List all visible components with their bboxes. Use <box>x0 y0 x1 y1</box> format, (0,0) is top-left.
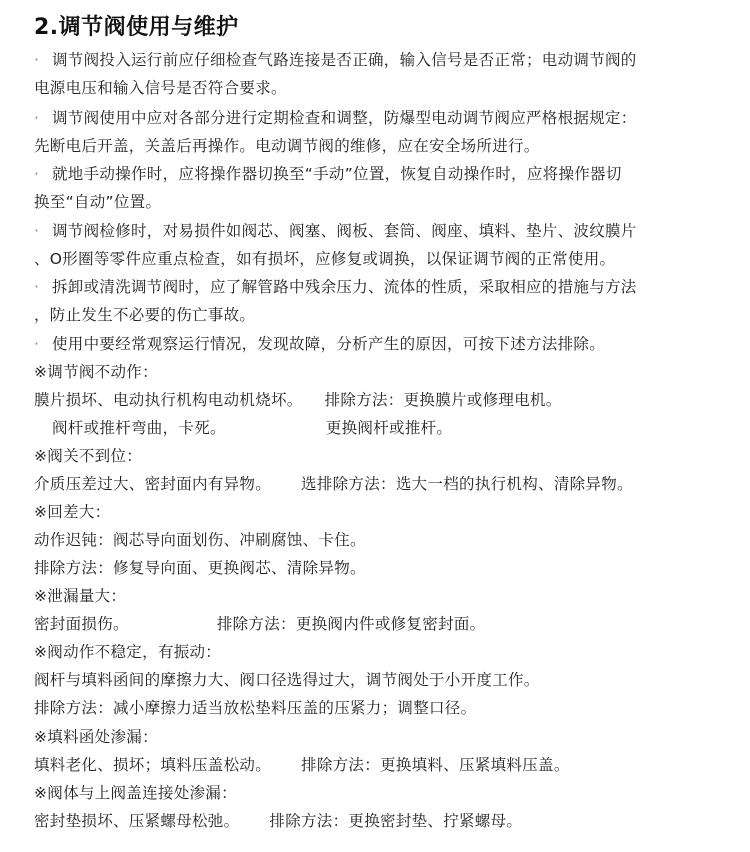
paragraph-5-line-2: ，防止发生不必要的伤亡事故。 <box>34 306 256 324</box>
bullet-icon: · <box>34 335 40 353</box>
fault-2-heading: ※阀关不到位： <box>34 447 143 465</box>
fault-5-line-1: 阀杆与填料函间的摩擦力大、阀口径选得过大，调节阀处于小开度工作。 <box>34 671 540 689</box>
fault-6-line-1: 填料老化、损坏；填料压盖松动。 排除方法：更换填料、压紧填料压盖。 <box>34 756 570 774</box>
fault-1-heading: ※调节阀不动作： <box>34 363 158 381</box>
fault-6-heading: ※填料函处渗漏： <box>34 728 158 746</box>
paragraph-1-line-1: · 调节阀投入运行前应仔细检查气路连接是否正确，输入信号是否正常；电动调节阀的 <box>34 51 637 69</box>
bullet-icon: · <box>34 278 40 296</box>
bullet-icon: · <box>34 222 40 240</box>
fault-5-heading: ※阀动作不稳定，有振动： <box>34 643 222 661</box>
fault-4-heading: ※泄漏量大： <box>34 587 127 605</box>
fault-7-line-1: 密封垫损坏、压紧螺母松弛。 排除方法：更换密封垫、拧紧螺母。 <box>34 812 523 830</box>
fault-2-line-1: 介质压差过大、密封面内有异物。 选排除方法：选大一档的执行机构、清除异物。 <box>34 475 633 493</box>
bullet-icon: · <box>34 109 40 127</box>
fault-4-line-1: 密封面损伤。 排除方法：更换阀内件或修复密封面。 <box>34 615 486 633</box>
paragraph-4-line-1: · 调节阀检修时，对易损件如阀芯、阀塞、阀板、套筒、阀座、填料、垫片、波纹膜片 <box>34 222 637 240</box>
paragraph-2-line-1: · 调节阀使用中应对各部分进行定期检查和调整，防爆型电动调节阀应严格根据规定： <box>34 109 637 127</box>
section-title: 2.调节阀使用与维护 <box>34 15 239 40</box>
paragraph-4-line-2: 、O形圈等零件应重点检查，如有损坏，应修复或调换，以保证调节阀的正常使用。 <box>34 250 616 268</box>
bullet-icon: · <box>34 51 40 69</box>
bullet-icon: · <box>34 165 40 183</box>
fault-1-line-2: 阀杆或推杆弯曲，卡死。 更换阀杆或推杆。 <box>52 419 453 437</box>
paragraph-2-line-2: 先断电后开盖，关盖后再操作。电动调节阀的维修，应在安全场所进行。 <box>34 137 540 155</box>
fault-1-line-1: 膜片损坏、电动执行机构电动机烧坏。 排除方法：更换膜片或修理电机。 <box>34 391 562 409</box>
paragraph-1-line-2: 电源电压和输入信号是否符合要求。 <box>34 79 287 97</box>
fault-7-heading: ※阀体与上阀盖连接处渗漏： <box>34 784 237 802</box>
paragraph-3-line-1: · 就地手动操作时，应将操作器切换至“手动”位置，恢复自动操作时，应将操作器切 <box>34 165 622 183</box>
paragraph-5-line-1: · 拆卸或清洗调节阀时，应了解管路中残余压力、流体的性质，采取相应的措施与方法 <box>34 278 637 296</box>
fault-3-line-2: 排除方法：修复导向面、更换阀芯、清除异物。 <box>34 559 366 577</box>
paragraph-6-line-1: · 使用中要经常观察运行情况，发现故障，分析产生的原因，可按下述方法排除。 <box>34 335 606 353</box>
fault-3-line-1: 动作迟钝：阀芯导向面划伤、冲刷腐蚀、卡住。 <box>34 531 366 549</box>
fault-3-heading: ※回差大： <box>34 503 111 521</box>
paragraph-3-line-2: 换至“自动”位置。 <box>34 193 162 211</box>
fault-5-line-2: 排除方法：减小摩擦力适当放松垫料压盖的压紧力；调整口径。 <box>34 699 477 717</box>
